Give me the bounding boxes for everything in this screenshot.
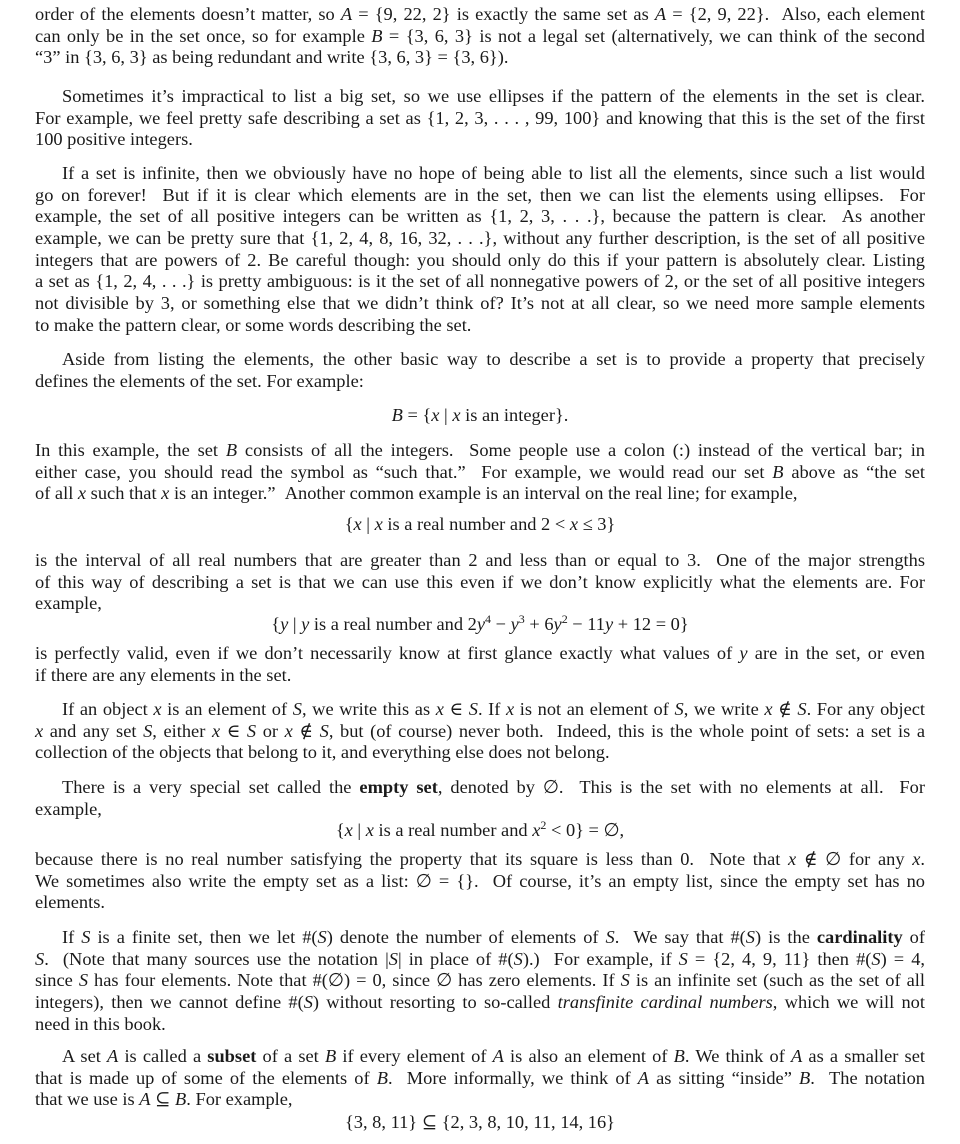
text-line: either case, you should read the symbol as “such that.” For example, we would read our set B above as “the set bbox=[35, 461, 925, 482]
text-line: “3” in {3, 6, 3} as being redundant and write {3, 6, 3} = {3, 6}). bbox=[35, 47, 509, 68]
text-line: need in this book. bbox=[35, 1013, 166, 1034]
term-empty-set: empty set bbox=[359, 777, 438, 797]
text-line: can only be in the set once, so for example B = {3, 6, 3} is not a legal set (alternatively, we can think of the second bbox=[35, 25, 925, 46]
paragraph-empty-list bbox=[35, 849, 925, 914]
text-line: if there are any elements in the set. bbox=[35, 664, 292, 685]
text-line: elements. bbox=[35, 892, 105, 913]
text-line: example, bbox=[35, 798, 102, 819]
text-line: order of the elements doesn’t matter, so A = {9, 22, 2} is exactly the same set as A = {2, 9, 22}. Also, each element bbox=[35, 4, 925, 24]
paragraph-infinite-sets bbox=[35, 163, 925, 337]
text-line: example, the set of all positive integers can be written as {1, 2, 3, . . .}, because the pattern is clear. As another bbox=[35, 206, 925, 227]
paragraph-set-order bbox=[35, 4, 925, 69]
term-cardinality: cardinality bbox=[816, 927, 903, 947]
text-line: defines the elements of the set. For example: bbox=[35, 370, 364, 391]
paragraph-valid-set bbox=[35, 643, 925, 686]
text-line: integers that are powers of 2. Be careful though: you should only do this if your pattern is absolutely clear. Listing bbox=[35, 249, 925, 270]
text-line: In this example, the set B consists of all the integers. Some people use a colon (:) instead of the vertical bar; in bbox=[35, 440, 925, 460]
text-line: If S is a finite set, then we let #(S) denote the number of elements of S. We say that #(S) is the cardinality of bbox=[62, 927, 926, 947]
text-line: integers), then we cannot define #(S) without resorting to so-called transfinite cardinal numbers, which we will not bbox=[35, 992, 925, 1013]
text-line: a set as {1, 2, 4, . . .} is pretty ambiguous: is it the set of all nonnegative powers of 2, or the set of all positive integers bbox=[35, 271, 925, 292]
text-line: is perfectly valid, even if we don’t necessarily know at first glance exactly what values of y are in the set, or even bbox=[35, 643, 925, 663]
paragraph-property-description bbox=[35, 349, 925, 392]
display-equation-empty: {x | x is a real number and $x^2 < 0$} = ∅, bbox=[335, 818, 625, 840]
text-line: example, we can be pretty sure that {1, 2, 4, 8, 16, 32, . . .}, without any further description, is the set of all positive bbox=[35, 228, 925, 249]
text-line: because there is no real number satisfying the property that its square is less than 0. Note that x ∉ ∅ for any x. bbox=[35, 849, 925, 869]
text-line: For example, we feel pretty safe describing a set as {1, 2, 3, . . . , 99, 100} and knowing that this is the set of the first bbox=[35, 107, 925, 128]
paragraph-empty-set bbox=[35, 777, 925, 820]
text-line: that we use is A ⊆ B. For example, bbox=[35, 1089, 293, 1110]
text-line: Aside from listing the elements, the other basic way to describe a set is to provide a property that precisely bbox=[62, 349, 925, 369]
display-equation-polynomial: {y | y is a real number and $2y^4 - y^3 + 6y^2 - 11y + 12 = 0$} bbox=[271, 612, 689, 634]
text-line: collection of the objects that belong to it, and everything else does not belong. bbox=[35, 742, 610, 763]
paragraph-cardinality bbox=[35, 927, 925, 1035]
text-line: If a set is infinite, then we obviously have no hope of being able to list all the elements, since such a list would bbox=[62, 163, 925, 183]
text-line: since S has four elements. Note that #(∅) = 0, since ∅ has zero elements. If S is an infinite set (such as the set of all bbox=[35, 970, 925, 991]
text-line: If an object x is an element of S, we write this as x ∈ S. If x is not an element of S, we write x ∉ S. For any object bbox=[62, 699, 926, 719]
text-line: 100 positive integers. bbox=[35, 129, 193, 150]
text-line: to make the pattern clear, or some words describing the set. bbox=[35, 314, 472, 335]
text-line: Sometimes it’s impractical to list a big set, so we use ellipses if the pattern of the elements in the set is clear. bbox=[62, 86, 925, 106]
text-line: not divisible by 3, or something else that we didn’t think of? It’s not at all clear, so we need more sample elements bbox=[35, 293, 925, 314]
text-line: of all x such that x is an integer.” Another common example is an interval on the real line; for example, bbox=[35, 483, 798, 504]
text-line: S. (Note that many sources use the notation |S| in place of #(S).) For example, if S = {2, 4, 9, 11} then #(S) = 4, bbox=[35, 948, 926, 969]
display-equation-interval: {x | x is a real number and 2 < x ≤ 3} bbox=[344, 514, 616, 534]
text-line: We sometimes also write the empty set as a list: ∅ = {}. Of course, it’s an empty list, since the empty set has no bbox=[35, 870, 925, 891]
text-line: There is a very special set called the empty set, denoted by ∅. This is the set with no elements at all. For bbox=[62, 777, 925, 797]
paragraph-subset bbox=[35, 1046, 925, 1111]
text-line: of this way of describing a set is that we can use this even if we don’t know explicitly what the elements are. For bbox=[35, 571, 925, 592]
term-subset: subset bbox=[207, 1046, 257, 1066]
paragraph-interval-strength bbox=[35, 550, 925, 615]
term-transfinite: transfinite cardinal numbers bbox=[557, 992, 773, 1013]
display-equation-integers: B = {x | x is an integer}. bbox=[391, 405, 569, 425]
text-line: is the interval of all real numbers that are greater than 2 and less than or equal to 3. One of the major strengths bbox=[35, 550, 925, 570]
paragraph-ellipses bbox=[35, 86, 925, 151]
text-line: go on forever! But if it is clear which elements are in the set, then we can list the elements using ellipses. For bbox=[35, 184, 925, 205]
text-line: A set A is called a subset of a set B if every element of A is also an element of B. We think of A as a smaller set bbox=[62, 1046, 925, 1066]
text-line: x and any set S, either x ∈ S or x ∉ S, but (of course) never both. Indeed, this is the whole point of sets: a set is a bbox=[35, 720, 926, 741]
paragraph-element-membership bbox=[35, 699, 925, 764]
text-line: that is made up of some of the elements of B. More informally, we think of A as sitting “inside” B. The notation bbox=[35, 1067, 925, 1088]
text-line: example, bbox=[35, 593, 102, 614]
display-equation-subset: {3, 8, 11} ⊆ {2, 3, 8, 10, 11, 14, 16} bbox=[344, 1112, 616, 1132]
paragraph-such-that bbox=[35, 440, 925, 505]
